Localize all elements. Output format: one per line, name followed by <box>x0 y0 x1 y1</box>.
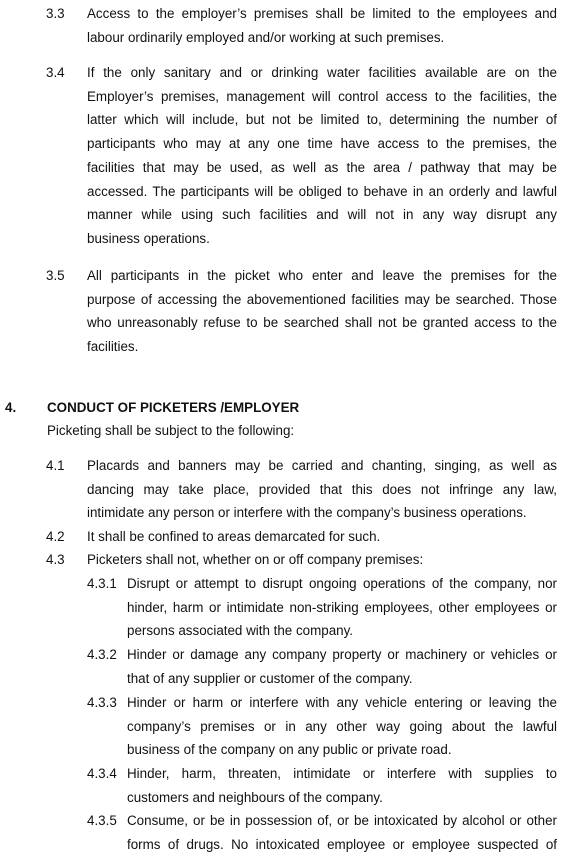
clause-number: 3.5 <box>46 268 65 283</box>
clause-text <box>87 454 557 525</box>
clause-number: 3.3 <box>46 6 65 21</box>
text-line: purpose of accessing the abovementioned facilities may be searched. Those <box>87 291 557 307</box>
subclause-number: 4.3.2 <box>87 647 117 662</box>
text-line: facilities that may be used, as well as the area / pathway that may be <box>87 159 557 175</box>
text-line: business of the company on any public or private road. <box>127 742 452 758</box>
text-line: Hinder or damage any company property or machinery or vehicles or <box>127 647 557 662</box>
clause-number: 4.3 <box>46 552 65 567</box>
clause-number: 4.2 <box>46 529 65 544</box>
text-line: manner while using such facilities and will not in any way disrupt any <box>87 207 557 223</box>
text-line: business operations. <box>87 230 210 246</box>
subclause-number: 4.3.3 <box>87 695 117 710</box>
text-line: Placards and banners may be carried and chanting, singing, as well as <box>87 458 557 473</box>
clause-text <box>87 61 557 251</box>
text-line: latter which will include, but not be limited to, determining the number of <box>87 112 557 128</box>
clause-text <box>87 2 557 49</box>
text-line: forms of drugs. No intoxicated employee or employee suspected of <box>127 836 557 852</box>
text-line: Picketers shall not, whether on or off company premises: <box>87 552 424 567</box>
text-line: that of any supplier or customer of the company. <box>127 670 413 686</box>
text-line: Consume, or be in possession of, or be intoxicated by alcohol or other <box>127 813 557 828</box>
subclause-text <box>127 572 557 643</box>
clause-text <box>87 548 557 572</box>
section-number: 4. <box>5 400 17 415</box>
text-line: All participants in the picket who enter and leave the premises for the <box>87 268 557 283</box>
text-line: If the only sanitary and or drinking water facilities available are on the <box>87 65 557 80</box>
clause-text <box>87 264 557 359</box>
section-intro: Picketing shall be subject to the following: <box>47 423 295 438</box>
text-line: Hinder or harm or interfere with any vehicle entering or leaving the <box>127 695 557 710</box>
text-line: Hinder, harm, threaten, intimidate or interfere with supplies to <box>127 766 557 781</box>
subclause-number: 4.3.4 <box>87 766 117 781</box>
subclause-text <box>127 643 557 690</box>
clause-number: 4.1 <box>46 458 65 473</box>
text-line: hinder, harm or intimidate non-striking employees, other employees or <box>127 599 557 615</box>
text-line: persons associated with the company. <box>127 623 354 639</box>
text-line: Disrupt or attempt to disrupt ongoing operations of the company, nor <box>127 576 557 591</box>
subclause-number: 4.3.1 <box>87 576 117 591</box>
text-line: Employer’s premises, management will control access to the facilities, the <box>87 88 557 104</box>
text-line: Access to the employer’s premises shall be limited to the employees and <box>87 6 557 21</box>
subclause-text <box>127 691 557 762</box>
text-line: company’s premises or in any other way going about the lawful <box>127 718 557 734</box>
text-line: customers and neighbours of the company. <box>127 789 383 805</box>
text-line: participants who may at any one time have access to the premises, the <box>87 136 557 152</box>
text-line: who unreasonably refuse to be searched shall not be granted access to the <box>87 315 557 331</box>
text-line: intimidate any person or interfere with the company’s business operations. <box>87 505 527 521</box>
text-line: It shall be confined to areas demarcated for such. <box>87 529 381 544</box>
subclause-text <box>127 762 557 809</box>
text-line: dancing may take place, provided that this does not infringe any law, <box>87 481 557 497</box>
subclause-text <box>127 809 557 856</box>
text-line: accessed. The participants will be obliged to behave in an orderly and lawful <box>87 183 557 199</box>
text-line: labour ordinarily employed and/or working at such premises. <box>87 29 445 45</box>
clause-text <box>87 525 557 549</box>
subclause-number: 4.3.5 <box>87 813 117 828</box>
text-line: facilities. <box>87 339 139 355</box>
clause-number: 3.4 <box>46 65 65 80</box>
section-heading: CONDUCT OF PICKETERS /EMPLOYER <box>47 400 300 415</box>
